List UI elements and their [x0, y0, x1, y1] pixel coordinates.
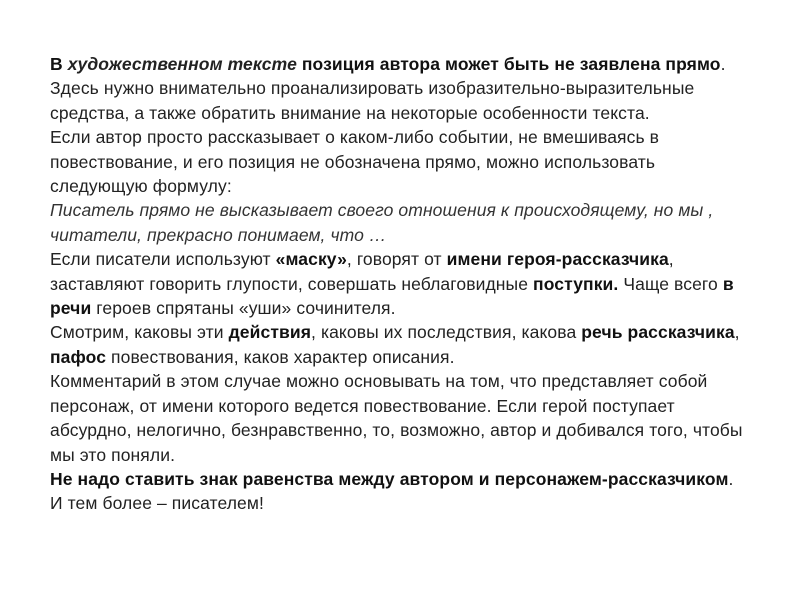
- plain-text: , каковы их последствия, какова: [311, 322, 582, 343]
- bold-text: имени героя-рассказчика: [446, 249, 669, 270]
- plain-text: повествования, каков характер описания.: [106, 346, 455, 367]
- bold-text: В: [50, 54, 68, 74]
- paragraph-mask: [50, 247, 750, 320]
- plain-text: Смотрим, каковы эти: [50, 322, 229, 343]
- paragraph-formula-quote: [50, 198, 750, 247]
- plain-text: Комментарий в этом случае можно основывать на том, что представляет собой персонаж, от имени которого ведется повествование. Если герой поступает абсурдно, нелогично, безнравственно, то, возможно, автор и добивался того, чтобы мы это поняли.: [50, 371, 743, 465]
- bold-text: речь рассказчика: [581, 322, 735, 343]
- text-block: [50, 52, 750, 516]
- paragraph-formula-intro: [50, 125, 750, 198]
- bold-text: «маску»: [275, 249, 347, 270]
- plain-text: , говорят от: [346, 249, 447, 270]
- bold-text: пафос: [50, 346, 107, 367]
- bold-text: в речи: [50, 273, 734, 319]
- paragraph-author-position: [50, 52, 750, 125]
- paragraph-commentary: [50, 369, 750, 467]
- bold-text: Не надо ставить знак равенства между автором и персонажем-рассказчиком: [50, 468, 729, 489]
- plain-text: Если писатели используют: [50, 249, 276, 270]
- plain-text: . И тем более – писателем!: [50, 468, 734, 514]
- paragraph-actions: [50, 320, 750, 369]
- bold-text: действия: [228, 322, 312, 343]
- italic-text: Писатель прямо не высказывает своего отношения к происходящему, но мы , читатели, прекрасно понимаем, что …: [50, 200, 714, 245]
- plain-text: Если автор просто рассказывает о каком-либо событии, не вмешиваясь в повествование, и его позиция не обозначена прямо, можно использовать следующую формулу:: [50, 127, 660, 197]
- paragraph-conclusion: [50, 467, 750, 516]
- bold-italic-text: художественном тексте: [67, 54, 297, 74]
- plain-text: Чаще всего: [618, 273, 723, 294]
- plain-text: , заставляют говорить глупости, совершать неблаговидные: [50, 249, 674, 294]
- plain-text: героев спрятаны «уши» сочинителя.: [91, 298, 396, 319]
- plain-text: ,: [734, 322, 740, 343]
- bold-text: поступки.: [533, 273, 619, 294]
- plain-text: . Здесь нужно внимательно проанализировать изобразительно-выразительные средства, а также обратить внимание на некоторые особенности текста.: [50, 54, 726, 123]
- bold-text: позиция автора может быть не заявлена прямо: [296, 54, 721, 74]
